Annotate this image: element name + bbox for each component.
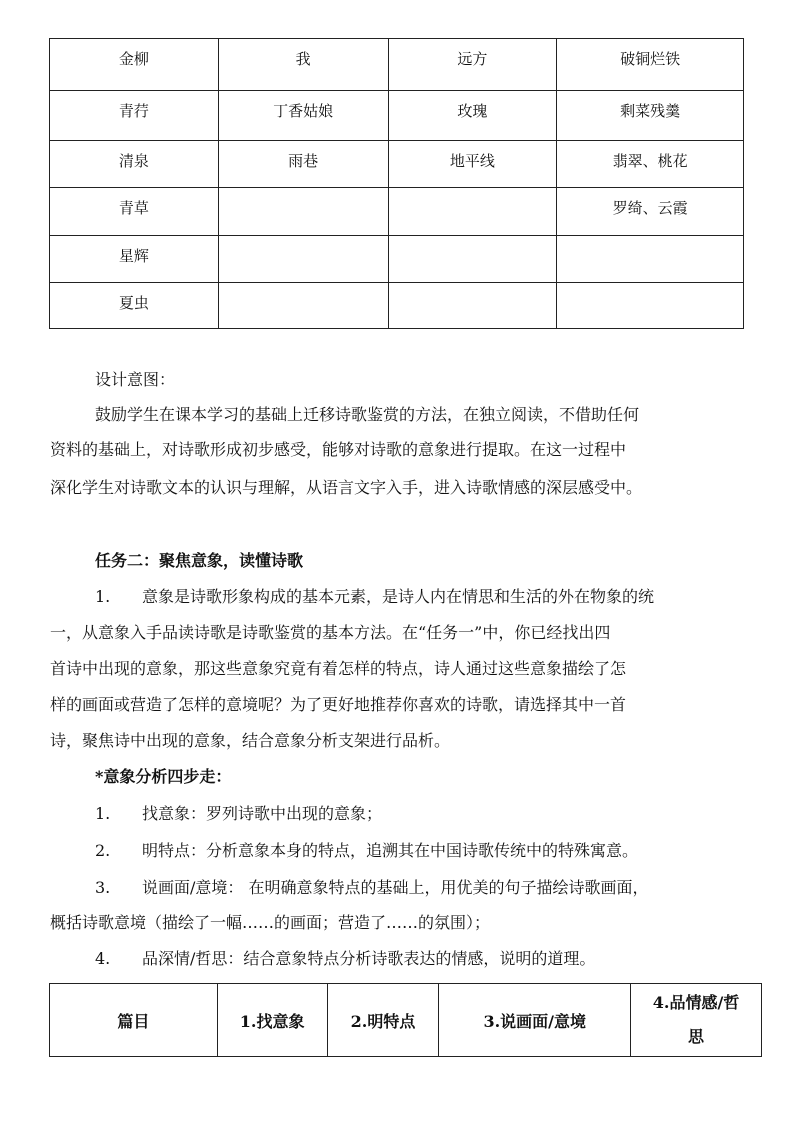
- task2-paragraph-line: 首诗中出现的意象，那这些意象究竟有着怎样的特点，诗人通过这些意象描绘了怎: [50, 659, 627, 678]
- step-text: 找意象：罗列诗歌中出现的意象；: [142, 804, 383, 823]
- table-cell: 清泉: [50, 141, 219, 188]
- table-cell: 雨巷: [218, 141, 388, 188]
- table-cell: [388, 283, 557, 329]
- step-number: 2.: [95, 841, 111, 860]
- step-text: 说画面/意境： 在明确意象特点的基础上，用优美的句子描绘诗歌画面，: [142, 878, 649, 897]
- table-cell: [218, 283, 388, 329]
- analysis-table: [49, 983, 762, 1057]
- table-cell: [218, 236, 388, 283]
- table-cell: 玫瑰: [388, 91, 557, 141]
- table-header-cell: 篇目: [50, 984, 218, 1057]
- table-cell: 丁香姑娘: [218, 91, 388, 141]
- table-cell: 剩菜残羹: [557, 91, 744, 141]
- step-text: 品深情/哲思：结合意象特点分析诗歌表达的情感，说明的道理。: [142, 949, 596, 968]
- table-cell: [557, 283, 744, 329]
- table-cell: 夏虫: [50, 283, 219, 329]
- task2-paragraph-line: 诗，聚焦诗中出现的意象，结合意象分析支架进行品析。: [50, 731, 451, 750]
- table-header-row: [50, 984, 762, 1057]
- design-intent-line: 鼓励学生在课本学习的基础上迁移诗歌鉴赏的方法，在独立阅读，不借助任何: [95, 405, 640, 424]
- table-row: [50, 39, 744, 91]
- table-row: [50, 283, 744, 329]
- table-cell: [388, 188, 557, 236]
- table-header-cell: 2.明特点: [327, 984, 439, 1057]
- step-number: 1.: [95, 804, 111, 823]
- table-cell: 罗绮、云霞: [557, 188, 744, 236]
- task2-paragraph-line: 一，从意象入手品读诗歌是诗歌鉴赏的基本方法。在“任务一”中，你已经找出四: [50, 623, 611, 642]
- table-header-cell: 4.品情感/哲思: [631, 984, 762, 1057]
- imagery-table: [49, 38, 744, 329]
- design-intent-line: 深化学生对诗歌文本的认识与理解，从语言文字入手，进入诗歌情感的深层感受中。: [50, 478, 643, 497]
- table-cell: 青荇: [50, 91, 219, 141]
- table-cell: [218, 188, 388, 236]
- design-intent-line: 资料的基础上，对诗歌形成初步感受，能够对诗歌的意象进行提取。在这一过程中: [50, 440, 627, 459]
- table-row: [50, 236, 744, 283]
- table-header-cell: 1.找意象: [217, 984, 327, 1057]
- step-text: 概括诗歌意境（描绘了一幅……的画面；营造了……的氛围）；: [50, 913, 491, 932]
- step-number: 3.: [95, 878, 111, 897]
- item-number: 1.: [95, 587, 111, 606]
- table-cell: [557, 236, 744, 283]
- table-cell: 翡翠、桃花: [557, 141, 744, 188]
- table-row: [50, 91, 744, 141]
- design-intent-heading: 设计意图：: [95, 370, 176, 389]
- step-number: 4.: [95, 949, 111, 968]
- table-cell: [388, 236, 557, 283]
- task2-paragraph-line: 意象是诗歌形象构成的基本元素，是诗人内在情思和生活的外在物象的统: [142, 587, 655, 606]
- table-row: [50, 141, 744, 188]
- task2-paragraph-line: 样的画面或营造了怎样的意境呢？为了更好地推荐你喜欢的诗歌，请选择其中一首: [50, 695, 627, 714]
- table-row: [50, 188, 744, 236]
- table-cell: 地平线: [388, 141, 557, 188]
- steps-heading: *意象分析四步走：: [95, 767, 232, 786]
- table-header-cell: 3.说画面/意境: [439, 984, 631, 1057]
- table-cell: 我: [218, 39, 388, 91]
- table-cell: 星辉: [50, 236, 219, 283]
- table-cell: 青草: [50, 188, 219, 236]
- task2-heading: 任务二：聚焦意象，读懂诗歌: [95, 551, 304, 570]
- table-cell: 金柳: [50, 39, 219, 91]
- table-cell: 破铜烂铁: [557, 39, 744, 91]
- table-cell: 远方: [388, 39, 557, 91]
- step-text: 明特点：分析意象本身的特点，追溯其在中国诗歌传统中的特殊寓意。: [142, 841, 639, 860]
